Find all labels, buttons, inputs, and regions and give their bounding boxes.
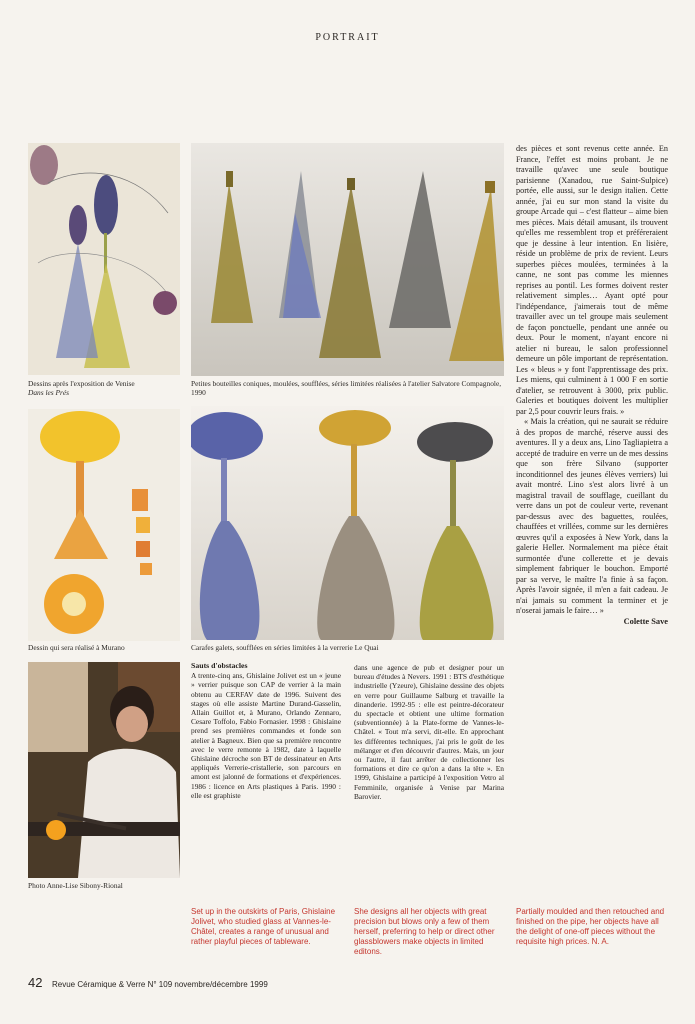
page-number: 42 [28, 975, 43, 990]
photo-artist [28, 662, 180, 878]
right-column-text [516, 144, 668, 627]
sidebar-heading: Sauts d'obstacles [191, 661, 248, 670]
paragraph: des pièces et sont revenus cette année. En France, l'effet est moins probant. Je ne travaille qu'avec une seule boutique parisienne (Xanadou, rue Saint-Sulpice) portée, elle aussi, sur le design italien. Cette année, j'ai eu sur mon stand la visite du groupe Arcade qui – c'est flatteur – aime bien mes pièces. Mais détail amusant, ils trouvent qu'elles me ressemblent trop et préféreraient que je dessine à leur intention. En lisière, réside un problème de prix de revient. Leurs superbes pièces moulées, terminées à la canne, ne sont pas comme les miennes reprises au pontil. Les formes doivent rester relativement simples… Ayant opté pour l'indépendance, j'aimerais tout de même travailler avec un tel groupe mais seulement de façon ponctuelle, pendant une année ou deux. Pour le moment, n'ayant encore ni atelier ni bureau, le salon professionnel demeure un pôle important de représentation. Les « bleus » y font l'apprentissage des prix. Les miens, qui culminent à 1 000 F en sortie d'atelier, se retrouvent à 3000, prix public. Galeries et boutiques doivent les multiplier par 2,5 pour couvrir leurs frais. » [516, 144, 668, 416]
caption-drawing-venise: Dessins après l'exposition de Venise [28, 379, 135, 388]
caption-carafes: Carafes galets, soufflées en séries limitées à la verrerie Le Quai [191, 643, 379, 652]
caption-bottles: Petites bouteilles coniques, moulées, soufflées, séries limitées réalisées à l'atelier Salvatore Compagnole, 1990 [191, 379, 502, 397]
english-summary-2: She designs all her objects with great precision but blows only a few of them herself, preferring to help or direct other glassblowers make objects in limited editons. [354, 907, 495, 956]
sidebar-col-1 [191, 661, 341, 800]
photo-conical-bottles [191, 143, 504, 376]
english-summary-3: Partially moulded and then retouched and finished on the pipe, her objects have all the delight of one-off pieces without the requisite high prices. N. A. [516, 907, 665, 946]
sidebar-paragraph: dans une agence de pub et designer pour un bureau d'études à Nevers. 1991 : BTS d'esthétique industrielle (Yzeure), Ghislaine dessine des objets en verre pour Guillaume Salburg et travaille la dinanderie. 1992-95 : elle est peintre-décorateur du spectacle et obtient une ultime formation (subventionnée) à la Plate-forme de Vannes-le-Châtel. « Tout m'a servi, dit-elle. En approchant les différentes techniques, j'ai pris le goût de les mélanger et d'en découvrir d'autres. Mais, un jour ou l'autre, il faut arrêter de collectionner les formations et dire ce qu'on a dans la tête ». En 1999, Ghislaine a participé à l'exposition Vetro al Femminile, organisée à Venise par Marina Barovier. [354, 663, 504, 801]
drawing-murano [28, 409, 180, 641]
caption-photo: Photo Anne-Lise Sibony-Rional [28, 881, 123, 890]
drawing-venise [28, 143, 180, 375]
english-summary-1: Set up in the outskirts of Paris, Ghislaine Jolivet, who studied glass at Vannes-le-Châtel, creates a range of unusual and rather playful pieces of tableware. [191, 907, 336, 946]
publication-line: Revue Céramique & Verre N° 109 novembre/décembre 1999 [52, 980, 268, 989]
paragraph: « Mais la création, qui ne saurait se réduire à des propos de marché, réserve aussi des aventures. Il y a deux ans, Lino Tagliapietra a accepté de traduire en verre un de mes dessins que son frère Silvano (supporter inconditionnel des jeunes élèves verriers) lui avait montré. Lino s'est alors livré à un magistral travail de soufflage, cueillant du verre dans un pot de couleur verte, revenant par-dessus avec des baguettes, roulées, chauffées et vrillées, comme sur les dernières œuvres qu'il a exposées à New York, dans la galerie Heller. Normalement ma pièce était surmontée d'une collerette et je devais simplement fabriquer le bouchon. Emporté par sa verve, le maître l'a finie à sa façon. Après l'avoir signée, il m'en a fait cadeau. Je n'ai jamais su comment la terminer et je n'oserai jamais le faire… » [516, 417, 668, 615]
section-header: PORTRAIT [315, 32, 380, 43]
caption-drawing-murano: Dessin qui sera réalisé à Murano [28, 643, 125, 652]
sidebar-col-2 [354, 663, 504, 801]
photo-pebble-carafes [191, 406, 504, 640]
sidebar-paragraph: A trente-cinq ans, Ghislaine Jolivet est un « jeune » verrier puisque son CAP de verrier à la main obtenu au CERFAV date de 1996. Suivent des stages où elle assiste Martine Durand-Gasselin, Allain Guillot et, à Murano, Orlando Zennaro, Cesare Toffolo, Fabio Fornasier. 1998 : Ghislaine prend ses premières commandes et fonde son atelier à Bagneux. Bien que sa première rencontre avec le verre remonte à 1982, date à laquelle Ghislaine décroche son BT de dessinateur en Arts appliqués Verrerie-cristallerie, son parcours en amont est jalonné de formations et d'expériences. 1986 : licence en Arts plastiques à Paris. 1990 : elle est graphiste [191, 671, 341, 800]
caption-drawing-venise-title: Dans les Prés [28, 388, 70, 397]
author-signature: Colette Save [623, 616, 668, 626]
